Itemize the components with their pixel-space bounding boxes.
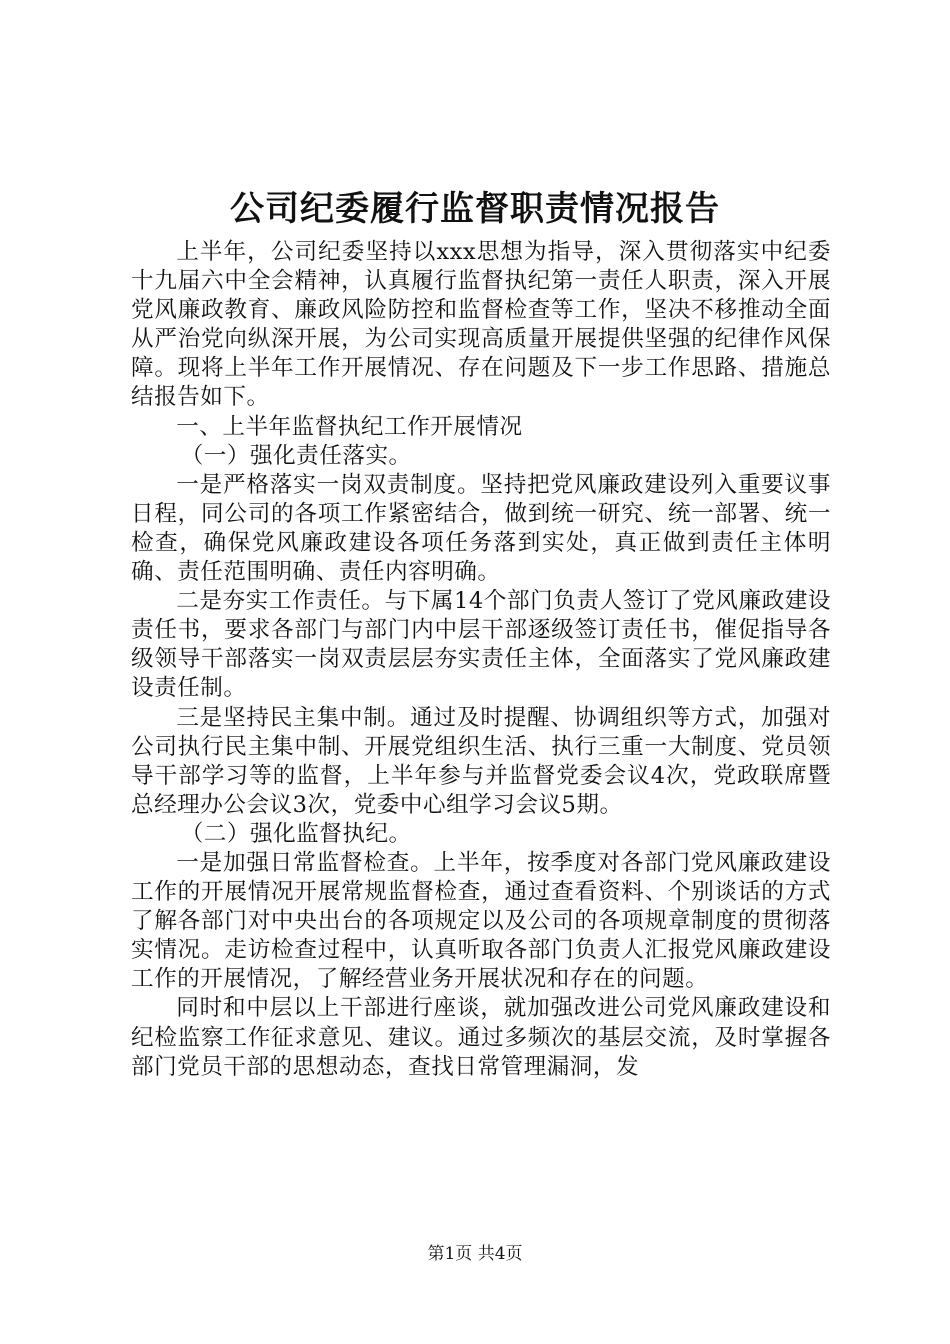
paragraph-item-3: 三是坚持民主集中制。通过及时提醒、协调组织等方式，加强对公司执行民主集中制、开展党组织生活、执行三重一大制度、党员领导干部学习等的监督，上半年参与并监督党委会议4次，党政联席暨总经理办公会议3次，党委中心组学习会议5期。	[131, 704, 831, 818]
paragraph-item-5: 同时和中层以上干部进行座谈，就加强改进公司党风廉政建设和纪检监察工作征求意见、建议。通过多频次的基层交流，及时掌握各部门党员干部的思想动态，查找日常管理漏洞，发	[131, 995, 831, 1080]
paragraph-item-1: 一是严格落实一岗双责制度。坚持把党风廉政建设列入重要议事日程，同公司的各项工作紧密结合，做到统一研究、统一部署、统一检查，确保党风廉政建设各项任务落到实处，真正做到责任主体明确、责任范围明确、责任内容明确。	[131, 471, 831, 586]
paragraph-item-4: 一是加强日常监督检查。上半年，按季度对各部门党风廉政建设工作的开展情况开展常规监督检查，通过查看资料、个别谈话的方式了解各部门对中央出台的各项规定以及公司的各项规章制度的贯彻落实情况。走访检查过程中，认真听取各部门负责人汇报党风廉政建设工作的开展情况，了解经营业务开展状况和存在的问题。	[131, 849, 831, 993]
document-body	[131, 238, 831, 1082]
page-footer: 第1页 共4页	[427, 1244, 523, 1264]
subsection-heading-1: （一）强化责任落实。	[180, 442, 412, 469]
paragraph-intro: 上半年，公司纪委坚持以xxx思想为指导，深入贯彻落实中纪委十九届六中全会精神，认真履行监督执纪第一责任人职责，深入开展党风廉政教育、廉政风险防控和监督检查等工作，坚决不移推动全面从严治党向纵深开展，为公司实现高质量开展提供坚强的纪律作风保障。现将上半年工作开展情况、存在问题及下一步工作思路、措施总结报告如下。	[131, 239, 831, 411]
document-title: 公司纪委履行监督职责情况报告	[230, 189, 720, 229]
subsection-heading-2: （二）强化监督执纪。	[180, 820, 412, 847]
section-heading-1: 一、上半年监督执纪工作开展情况	[176, 413, 523, 440]
paragraph-item-2: 二是夯实工作责任。与下属14个部门负责人签订了党风廉政建设责任书，要求各部门与部门内中层干部逐级签订责任书，催促指导各级领导干部落实一岗双责层层夯实责任主体，全面落实了党风廉政建设责任制。	[131, 588, 831, 702]
